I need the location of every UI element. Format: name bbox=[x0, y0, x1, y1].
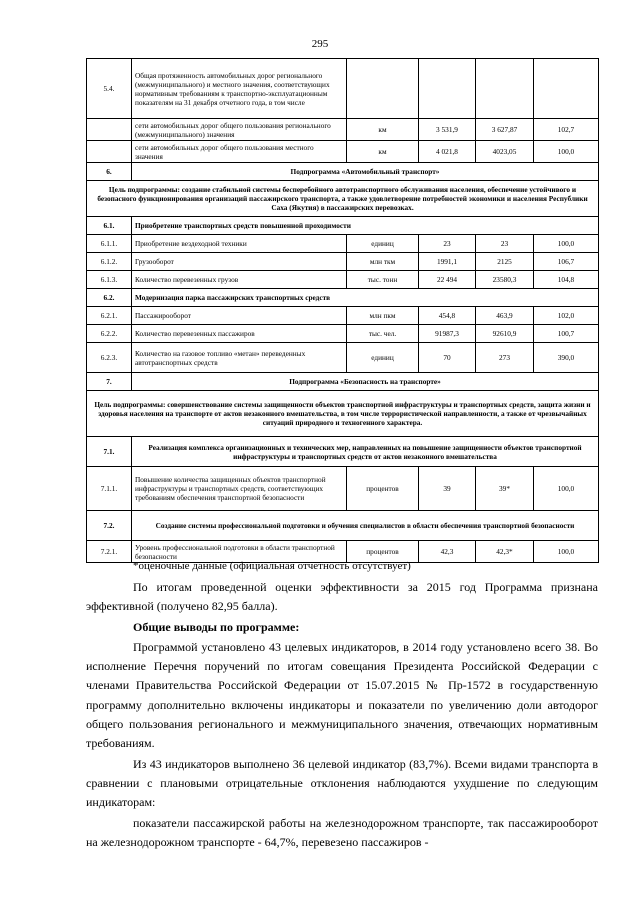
unit: процентов bbox=[347, 541, 419, 563]
fact-value: 39* bbox=[476, 467, 534, 511]
fact-value: 23 bbox=[476, 235, 534, 253]
indicator-name: Пассажирооборот bbox=[132, 307, 347, 325]
unit: тыс. чел. bbox=[347, 325, 419, 343]
fact-value: 42,3* bbox=[476, 541, 534, 563]
plan-value: 91987,3 bbox=[419, 325, 476, 343]
indicator-name: сети автомобильных дорог общего пользования местного значения bbox=[132, 141, 347, 163]
section-number: 6.2. bbox=[87, 289, 132, 307]
table-row bbox=[87, 467, 599, 511]
indicator-name: Общая протяженность автомобильных дорог регионального (межмуниципального) и местного значения, соответствующих нормативным требованиям к транспортно-эксплуатационным показателям на 31 декабря отчетного года, в том числе bbox=[132, 59, 347, 119]
indicator-name: сети автомобильных дорог общего пользования регионального (межмуниципального) значения bbox=[132, 119, 347, 141]
section-title: Приобретение транспортных средств повышенной проходимости bbox=[132, 217, 599, 235]
unit bbox=[347, 59, 419, 119]
fact-value: 273 bbox=[476, 343, 534, 373]
paragraph-passenger: показатели пассажирской работы на железнодорожном транспорте, так пассажирооборот на железнодорожном транспорте - 64,7%, перевезено пассажиров - bbox=[86, 815, 598, 849]
unit: млн ткм bbox=[347, 253, 419, 271]
table-row bbox=[87, 253, 599, 271]
unit: единиц bbox=[347, 235, 419, 253]
section-title: Подпрограмма «Автомобильный транспорт» bbox=[132, 163, 599, 181]
table-row bbox=[87, 181, 599, 217]
fact-value bbox=[476, 59, 534, 119]
table-row bbox=[87, 289, 599, 307]
plan-value: 4 021,8 bbox=[419, 141, 476, 163]
table-row bbox=[87, 391, 599, 437]
plan-value: 454,8 bbox=[419, 307, 476, 325]
paragraph-results: Из 43 индикаторов выполнено 36 целевой индикатор (83,7%). Всеми видами транспорта в сравнении с плановыми отрицательные отклонения наблюдаются ухудшение по следующим индикаторам: bbox=[86, 756, 598, 810]
plan-value: 39 bbox=[419, 467, 476, 511]
row-number: 7.2.1. bbox=[87, 541, 132, 563]
section-heading: Общие выводы по программе: bbox=[133, 619, 300, 634]
unit: млн пкм bbox=[347, 307, 419, 325]
table-row bbox=[87, 217, 599, 235]
row-number: 6.1.2. bbox=[87, 253, 132, 271]
indicator-name: Уровень профессиональной подготовки в области транспортной безопасности bbox=[132, 541, 347, 563]
footnote: *оценочные данные (официальная отчетность отсутствует) bbox=[133, 560, 411, 572]
goal-text: Цель подпрограммы: совершенствование системы защищенности объектов транспортной инфраструктуры и транспортных средств, защита жизни и здоровья населения на транспорте от актов незаконного вмешательства, в том числе террористической направленности, а также от чрезвычайных ситуаций природного и техногенного характера. bbox=[87, 391, 599, 437]
percent-value: 106,7 bbox=[534, 253, 599, 271]
section-number: 6.1. bbox=[87, 217, 132, 235]
percent-value: 102,0 bbox=[534, 307, 599, 325]
fact-value: 23580,3 bbox=[476, 271, 534, 289]
plan-value: 70 bbox=[419, 343, 476, 373]
section-title: Подпрограмма «Безопасность на транспорте» bbox=[132, 373, 599, 391]
fact-value: 3 627,87 bbox=[476, 119, 534, 141]
plan-value: 23 bbox=[419, 235, 476, 253]
table-row bbox=[87, 511, 599, 541]
row-number: 6.1.3. bbox=[87, 271, 132, 289]
section-title: Модернизация парка пассажирских транспортных средств bbox=[132, 289, 599, 307]
unit: км bbox=[347, 119, 419, 141]
section-number: 7.2. bbox=[87, 511, 132, 541]
summary-text bbox=[86, 578, 598, 852]
percent-value: 100,0 bbox=[534, 541, 599, 563]
plan-value: 22 494 bbox=[419, 271, 476, 289]
paragraph-indicators: Программой установлено 43 целевых индикаторов, в 2014 году установлено всего 38. Во исполнение Перечня поручений по итогам совещания Президента Российской Федерации с членами Правительства Российской Федерации от 15.07.2015 № Пр-1572 в государственную программу дополнительно включены индикаторы и показатели по увеличению доли автодорог общего пользования регионального и межмуниципального значения, отвечающих нормативным требованиям. bbox=[86, 639, 598, 751]
page-number: 295 bbox=[311, 38, 329, 50]
table-row bbox=[87, 141, 599, 163]
table-row bbox=[87, 343, 599, 373]
row-number: 7.1.1. bbox=[87, 467, 132, 511]
indicator-name: Количество перевезенных пассажиров bbox=[132, 325, 347, 343]
section-title: Создание системы профессиональной подготовки и обучения специалистов в области обеспечения транспортной безопасности bbox=[132, 511, 599, 541]
section-number: 7. bbox=[87, 373, 132, 391]
section-number: 6. bbox=[87, 163, 132, 181]
unit: единиц bbox=[347, 343, 419, 373]
indicator-name: Грузооборот bbox=[132, 253, 347, 271]
table-row bbox=[87, 119, 599, 141]
percent-value: 102,7 bbox=[534, 119, 599, 141]
plan-value bbox=[419, 59, 476, 119]
row-number bbox=[87, 141, 132, 163]
fact-value: 4023,05 bbox=[476, 141, 534, 163]
indicator-name: Количество перевезенных грузов bbox=[132, 271, 347, 289]
table-row bbox=[87, 325, 599, 343]
indicator-name: Повышение количества защищенных объектов транспортной инфраструктуры и транспортных средств, соответствующих требованиям обеспечения транспортной безопасности bbox=[132, 467, 347, 511]
plan-value: 42,3 bbox=[419, 541, 476, 563]
fact-value: 463,9 bbox=[476, 307, 534, 325]
row-number: 6.2.1. bbox=[87, 307, 132, 325]
table-row bbox=[87, 163, 599, 181]
section-title: Реализация комплекса организационных и технических мер, направленных на повышение защищенности объектов транспортной инфраструктуры и транспортных средств от актов незаконного вмешательства bbox=[132, 437, 599, 467]
percent-value: 390,0 bbox=[534, 343, 599, 373]
paragraph-efficiency: По итогам проведенной оценки эффективности за 2015 год Программа признана эффективной (получено 82,95 балла). bbox=[86, 580, 598, 614]
indicators-table bbox=[86, 58, 599, 563]
percent-value: 100,0 bbox=[534, 235, 599, 253]
fact-value: 2125 bbox=[476, 253, 534, 271]
row-number bbox=[87, 119, 132, 141]
row-number: 6.2.3. bbox=[87, 343, 132, 373]
percent-value: 100,7 bbox=[534, 325, 599, 343]
unit: процентов bbox=[347, 467, 419, 511]
percent-value: 100,0 bbox=[534, 467, 599, 511]
percent-value bbox=[534, 59, 599, 119]
table-row bbox=[87, 437, 599, 467]
indicator-name: Приобретение вездеходной техники bbox=[132, 235, 347, 253]
row-number: 6.2.2. bbox=[87, 325, 132, 343]
goal-text: Цель подпрограммы: создание стабильной системы бесперебойного автотранспортного обслуживания населения, обеспечение устойчивого и безопасного функционирования организаций пассажирского транспорта, а также удовлетворение потребностей экономики и населения Республики Саха (Якутия) в пассажирских перевозках. bbox=[87, 181, 599, 217]
plan-value: 1991,1 bbox=[419, 253, 476, 271]
unit: км bbox=[347, 141, 419, 163]
percent-value: 100,0 bbox=[534, 141, 599, 163]
row-number: 6.1.1. bbox=[87, 235, 132, 253]
row-number: 5.4. bbox=[87, 59, 132, 119]
table-row bbox=[87, 373, 599, 391]
table-row bbox=[87, 235, 599, 253]
table-row bbox=[87, 307, 599, 325]
indicator-name: Количество на газовое топливо «метан» переведенных автотранспортных средств bbox=[132, 343, 347, 373]
table-row bbox=[87, 271, 599, 289]
plan-value: 3 531,9 bbox=[419, 119, 476, 141]
unit: тыс. тонн bbox=[347, 271, 419, 289]
table-row bbox=[87, 59, 599, 119]
section-number: 7.1. bbox=[87, 437, 132, 467]
fact-value: 92610,9 bbox=[476, 325, 534, 343]
percent-value: 104,8 bbox=[534, 271, 599, 289]
